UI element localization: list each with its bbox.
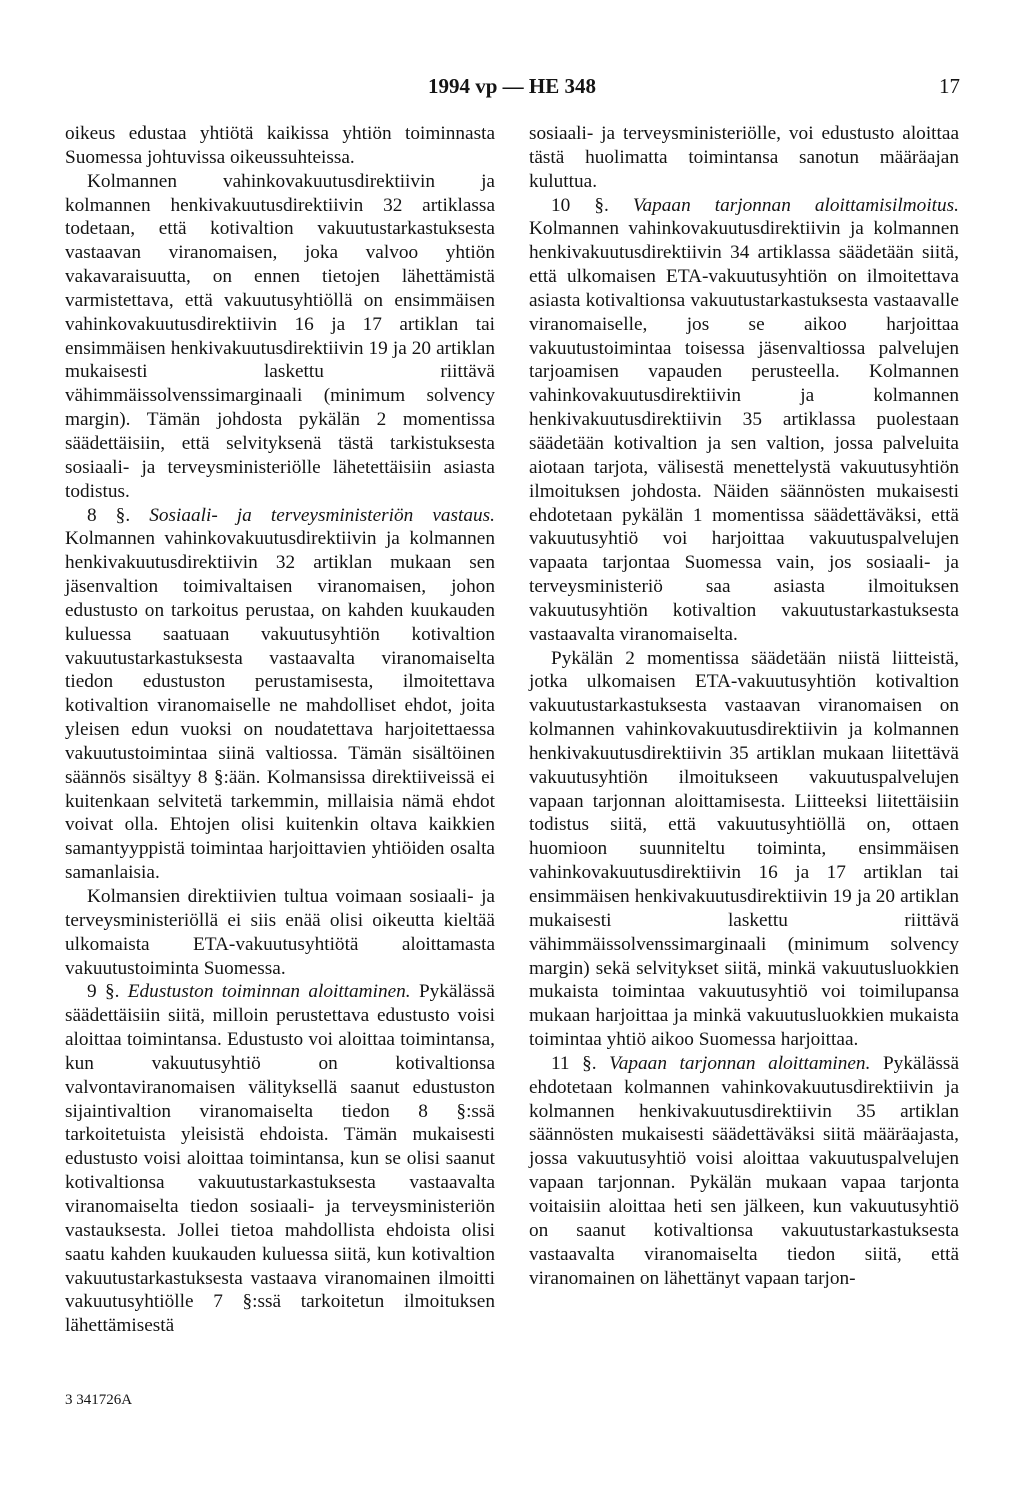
paragraph: oikeus edustaa yhtiötä kaikissa yhtiön toiminnasta Suomessa johtuvissa oikeussuhteissa. [65,123,495,168]
paragraph: Kolmannen vahinkovakuutusdirektiivin ja kolmannen henkivakuutusdirektiivin 32 artiklassa todetaan, että kotivaltion vakuutustarkastuksesta vastaavan viranomaisen, joka valvoo yhtiön vakavaraisuutta, on ennen tietojen lähettämistä varmistettava, että vakuutusyhtiöllä on ensimmäisen vahinkovakuutusdirektiivin 16 ja 17 artiklan tai ensimmäisen henkivakuutusdirektiivin 19 ja 20 artiklan mukaisesti laskettu riittävä vähimmäissolvenssimarginaali (minimum solvency margin). Tämän johdosta pykälän 2 momentissa säädettäisiin, että selvityksenä tästä tarkistuksesta sosiaali- ja terveysministeriölle lähetettäisiin asiasta todistus. [65,170,495,502]
section-text: Kolmannen vahinkovakuutusdirektiivin ja kolmannen henkivakuutusdirektiivin 32 artiklan mukaan sen jäsenvaltion toimivaltaisen viranomaisen, johon edustusto on tarkoitus perustaa, on kahden kuukauden kuluessa saatuaan vakuutusyhtiön kotivaltion vakuutustarkastuksesta vastaavalta viranomaiselta tiedon edustuston perustamisesta, ilmoitettava kotivaltion viranomaiselle ne mahdolliset ehdot, joita yleisen edun vuoksi on noudatettava harjoitettaessa vakuutustoimintaa siinä valtiossa. Tämän sisältöinen säännös sisältyy 8 §:ään. Kolmansissa direktiiveissä ei kuitenkaan selvitetä tarkemmin, millaisia nämä ehdot voivat olla. Ehtojen olisi kuitenkin oltava kaikkien samantyyppistä toimintaa harjoittavien yhtiöiden osalta samanlaisia. [65,528,495,884]
section-title: Vapaan tarjonnan aloittaminen. [609,1052,871,1074]
section-text: Kolmannen vahinkovakuutusdirektiivin ja kolmannen henkivakuutusdirektiivin 34 artiklassa säädetään siitä, että ulkomaisen ETA-vakuutusyhtiön on ilmoitettava asiasta kotivaltionsa vakuutustarkastuksesta vastaavalle viranomaiselle, jos se aikoo harjoittaa vakuutustoimintaa toisessa jäsenvaltiossa palvelujen tarjoamisen vapauden perusteella. Kolmannen vahinkovakuutusdirektiivin ja kolmannen henkivakuutusdirektiivin 35 artiklassa puolestaan säädetään kotivaltion ja sen valtion, jossa palveluita aiotaan tarjota, välisestä menettelystä vakuutusyhtiön ilmoituksen johdosta. Näiden säännösten mukaisesti ehdotetaan pykälän 1 momentissa säädettäväksi, että vakuutusyhtiö voi harjoittaa vakuutuspalvelujen vapaata tarjontaa Suomessa vain, jos sosiaali- ja terveysministeriö saa asiasta ilmoituksen vakuutusyhtiön kotivaltion vakuutustarkastuksesta vastaavalta viranomaiselta. [529,218,959,645]
section-10 [529,194,959,647]
right-column [529,122,959,1290]
section-11 [529,1052,959,1290]
section-title: Sosiaali- ja terveysministeriön vastaus. [149,504,495,526]
section-number: 9 §. [87,981,120,1003]
print-code: 3 341726A [65,1392,133,1408]
page-number: 17 [939,74,960,98]
section-text: Pykälässä säädettäisiin siitä, milloin perustettava edustusto voisi aloittaa toimintansa. Edustusto voi aloittaa toimintansa, kun vakuutusyhtiö on kotivaltionsa valvontaviranomaisen välityksellä saanut edustuston sijaintivaltion viranomaiselta tiedon 8 §:ssä tarkoitetuista yleisistä ehdoista. Tämän mukaisesti edustusto voisi aloittaa toimintansa, kun se olisi saanut kotivaltionsa vakuutustarkastuksesta vastaavalta viranomaiselta tiedon sosiaali- ja terveysministeriön vastauksesta. Jollei tietoa mahdollista ehdoista olisi saatu kahden kuukauden kuluessa siitä, kun kotivaltion vakuutustarkastuksesta vastaava viranomainen ilmoitti vakuutusyhtiölle 7 §:ssä tarkoitetun ilmoituksen lähettämisestä [65,981,495,1337]
section-title: Vapaan tarjonnan aloittamisilmoitus. [632,194,959,216]
paragraph: sosiaali- ja terveysministeriölle, voi edustusto aloittaa tästä huolimatta toimintansa sanotun määräajan kuluttua. [529,123,959,192]
paragraph: Pykälän 2 momentissa säädetään niistä liitteistä, jotka ulkomaisen ETA-vakuutusyhtiön kotivaltion vakuutustarkastuksesta vastaavan viranomaisen on kolmannen vahinkovakuutusdirektiivin ja kolmannen henkivakuutusdirektiivin 35 artiklan mukaan liitettävä vakuutusyhtiön ilmoitukseen vakuutuspalvelujen vapaan tarjonnan aloittamisesta. Liitteeksi liitettäisiin todistus siitä, että vakuutusyhtiöllä on, ottaen huomioon suunniteltu toiminta, ensimmäisen vahinkovakuutusdirektiivin 16 ja 17 artiklan tai ensimmäisen henkivakuutusdirektiivin 19 ja 20 artiklan mukaisesti laskettu riittävä vähimmäissolvenssimarginaali (minimum solvency margin) sekä selvitykset siitä, minkä vakuutusluokkien mukaista toimintaa vakuutusyhtiö voi toimilupansa mukaan harjoittaa ja minkä vakuutusluokkien mukaista toimintaa yhtiö aikoo Suomessa harjoittaa. [529,647,959,1051]
section-text: Pykälässä ehdotetaan kolmannen vahinkovakuutusdirektiivin ja kolmannen henkivakuutusdirektiivin 35 artiklan säännösten mukaisesti säädettäväksi siitä määräajasta, jossa vakuutusyhtiö voisi aloittaa vakuutuspalvelujen vapaan tarjonnan. Pykälän mukaan vapaa tarjonta voitaisiin aloittaa heti sen jälkeen, kun vakuutusyhtiö on saanut kotivaltionsa vakuutustarkastuksesta vastaavalta viranomaiselta tiedon siitä, että viranomainen on lähettänyt vapaan tarjon- [529,1052,959,1289]
section-title: Edustuston toiminnan aloittaminen. [127,981,411,1003]
section-9 [65,980,495,1338]
section-number: 10 §. [551,194,609,216]
document-title: 1994 vp — HE 348 [427,74,597,98]
left-column [65,122,495,1338]
section-8 [65,504,495,886]
page-header [0,74,1024,100]
section-number: 11 §. [551,1052,597,1074]
paragraph: Kolmansien direktiivien tultua voimaan sosiaali- ja terveysministeriöllä ei siis enää olisi oikeutta kieltää ulkomaista ETA-vakuutusyhtiötä aloittamasta vakuutustoiminta Suomessa. [65,886,495,979]
section-number: 8 §. [87,504,131,526]
